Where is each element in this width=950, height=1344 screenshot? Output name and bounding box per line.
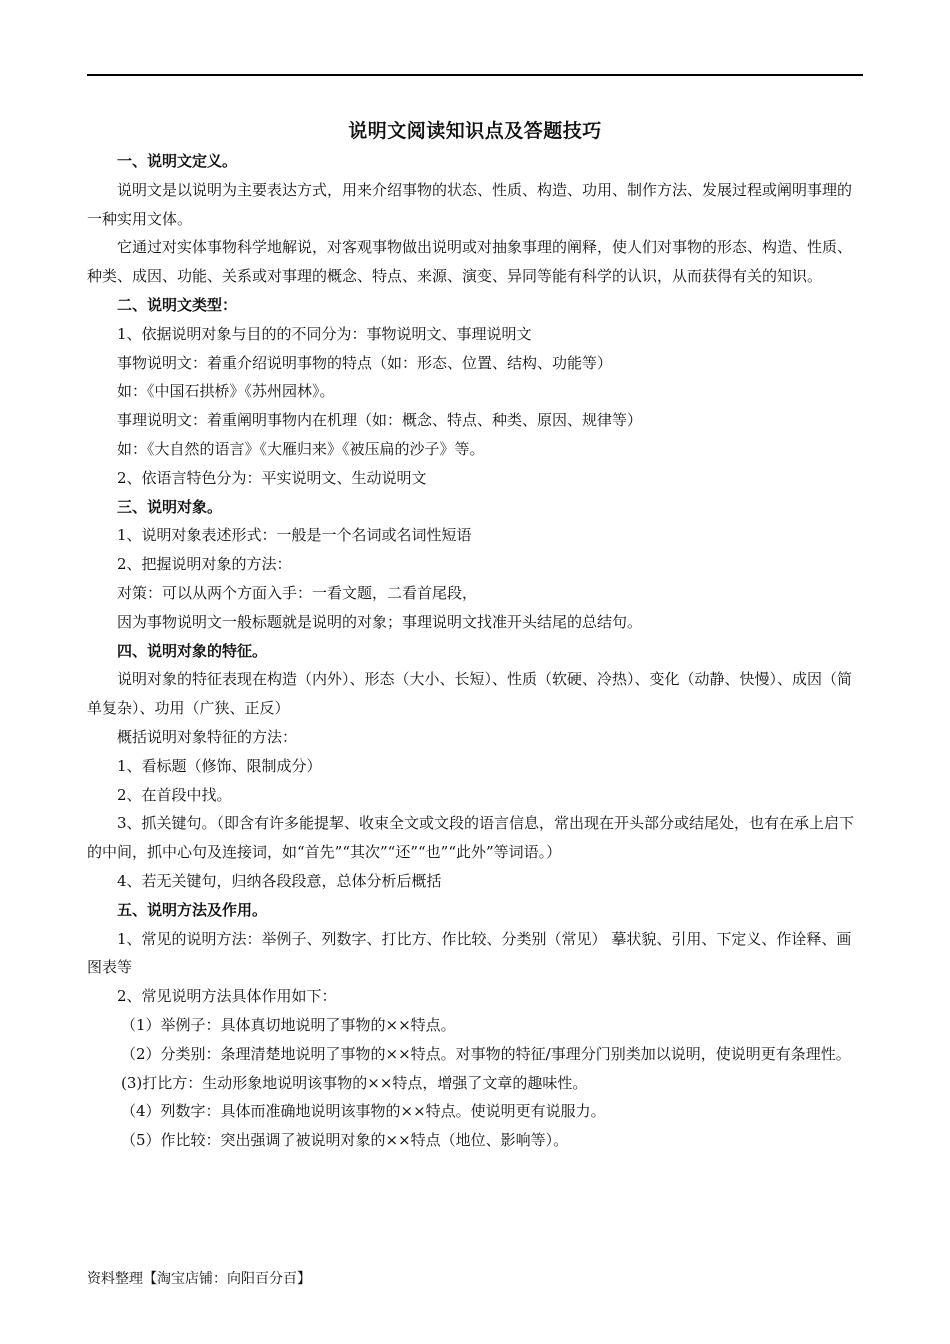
- paragraph: 4、若无关键句，归纳各段段意，总体分析后概括: [117, 871, 442, 890]
- page-footer: 资料整理【淘宝店铺：向阳百分百】: [87, 1271, 311, 1287]
- paragraph: 对策：可以从两个方面入手：一看文题，二看首尾段，: [117, 583, 478, 602]
- paragraph: 1、说明对象表述形式：一般是一个名词或名词性短语: [117, 526, 472, 545]
- section-heading: 一、说明文定义。: [117, 152, 238, 170]
- paragraph: 3、抓关键句。（即含有许多能提挈、收束全文或文段的语言信息，常出现在开头部分或结尾处，也有在承上启下的中间，抓中心句及连接词，如“首先”“其次”“还”“也”“此外”等词语。）: [87, 814, 855, 862]
- page-title: 说明文阅读知识点及答题技巧: [348, 120, 602, 142]
- section-heading: 三、说明对象。: [117, 497, 223, 516]
- paragraph: 说明文是以说明为主要表达方式，用来介绍事物的状态、性质、构造、功用、制作方法、发展过程或阐明事理的一种实用文体。: [87, 180, 853, 228]
- paragraph: 2、依语言特色分为：平实说明文、生动说明文: [117, 468, 427, 487]
- paragraph: 事物说明文：着重介绍说明事物的特点（如：形态、位置、结构、功能等）: [117, 353, 613, 372]
- paragraph: （5）作比较：突出强调了被说明对象的××特点（地位、影响等）。: [121, 1131, 569, 1150]
- paragraph: 因为事物说明文一般标题就是说明的对象；事理说明文找准开头结尾的总结句。: [117, 612, 643, 631]
- paragraph: （1）举例子：具体真切地说明了事物的××特点。: [121, 1015, 456, 1034]
- paragraph: 说明对象的特征表现在构造（内外）、形态（大小、长短）、性质（软硬、冷热）、变化（动静、快慢）、成因（简单复杂）、功用（广狭、正反）: [87, 670, 853, 718]
- paragraph: 1、常见的说明方法：举例子、列数字、打比方、作比较、分类别（常见） 摹状貌、引用、下定义、作诠释、画图表等: [87, 929, 852, 977]
- section-heading: 四、说明对象的特征。: [117, 641, 268, 660]
- paragraph: 2、常见说明方法具体作用如下：: [117, 987, 337, 1006]
- paragraph: 2、把握说明对象的方法：: [117, 555, 292, 574]
- paragraph: 事理说明文：着重阐明事物内在机理（如：概念、特点、种类、原因、规律等）: [117, 411, 643, 430]
- document-body: [87, 147, 863, 1155]
- paragraph: （4）列数字：具体而准确地说明该事物的××特点。使说明更有说服力。: [121, 1102, 606, 1121]
- paragraph: 如：《中国石拱桥》《苏州园林》。: [117, 382, 335, 401]
- paragraph: (3)打比方：生动形象地说明该事物的××特点，增强了文章的趣味性。: [121, 1073, 588, 1092]
- paragraph: （2）分类别：条理清楚地说明了事物的××特点。对事物的特征/事理分门别类加以说明，使说明更有条理性。: [121, 1044, 851, 1063]
- paragraph: 2、在首段中找。: [117, 785, 232, 804]
- paragraph: 1、依据说明对象与目的的不同分为：事物说明文、事理说明文: [117, 324, 532, 343]
- header-rule: [87, 74, 863, 76]
- paragraph: 概括说明对象特征的方法：: [117, 727, 298, 746]
- section-heading: 五、说明方法及作用。: [117, 900, 268, 919]
- paragraph: 它通过对实体事物科学地解说，对客观事物做出说明或对抽象事理的阐释，使人们对事物的形态、构造、性质、种类、成因、功能、关系或对事理的概念、特点、来源、演变、异同等能有科学的认识，从而获得有关的知识。: [87, 238, 853, 286]
- paragraph: 如：《大自然的语言》《大雁归来》《被压扁的沙子》等。: [117, 439, 485, 458]
- paragraph: 1、看标题（修饰、限制成分）: [117, 756, 322, 775]
- section-heading: 二、说明文类型：: [117, 295, 238, 314]
